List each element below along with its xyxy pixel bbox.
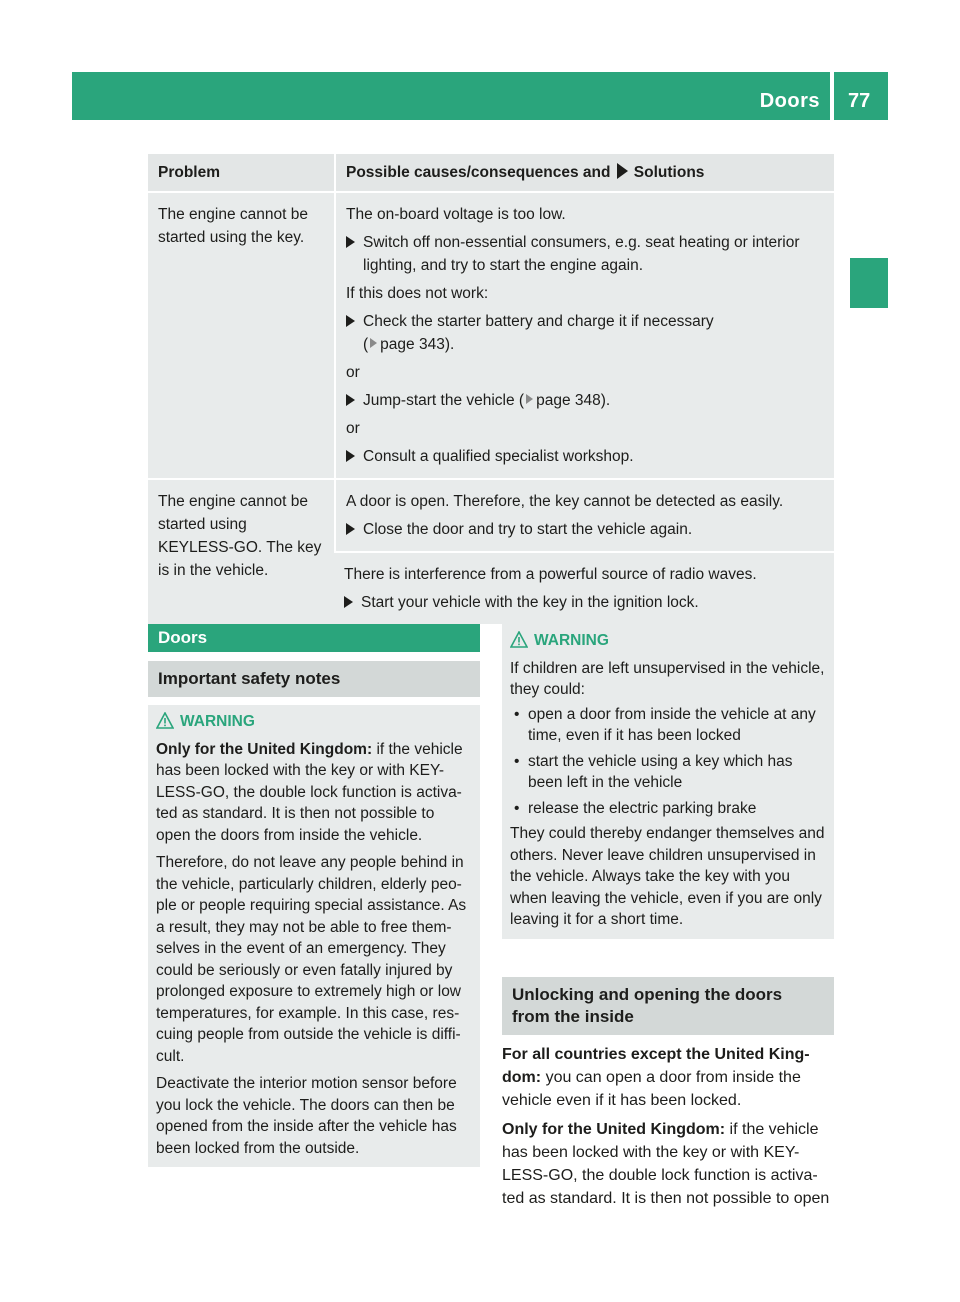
header-section-title: Doors <box>759 90 820 112</box>
body-text: you can open a door from inside the vehicle even if it has been locked. <box>502 1068 801 1109</box>
list-item <box>510 704 826 747</box>
step-item <box>344 591 824 614</box>
body-bold-lead: Only for the United Kingdom: <box>502 1120 726 1138</box>
subsection-title-unlocking: Unlocking and opening the doors from the inside <box>502 977 834 1035</box>
unlocking-body <box>502 1043 834 1210</box>
body-bold-lead: For all countries except the United King-dom: <box>502 1045 810 1086</box>
list-item-text: release the electric parking brake <box>528 799 757 817</box>
warning-triangle-icon <box>156 712 174 729</box>
table-row <box>148 191 834 478</box>
header-separator <box>830 72 834 120</box>
warning-box <box>148 705 480 1167</box>
section-title-doors: Doors <box>148 624 480 652</box>
bullet-icon: • <box>514 752 520 770</box>
column-header-solutions <box>334 154 834 191</box>
or-text: or <box>346 364 360 381</box>
warning-label: WARNING <box>180 713 255 730</box>
table-row <box>148 478 834 551</box>
list-item-text: open a door from inside the vehicle at any time, even if it has been locked <box>528 705 816 744</box>
warning-box <box>502 624 834 939</box>
list-item-text: start the vehicle using a key which has been left in the vehicle <box>528 752 793 791</box>
step-text: Check the starter battery and charge it if necessary <box>363 313 714 330</box>
action-arrow-icon <box>346 450 355 462</box>
step-item <box>346 445 824 468</box>
column-header-solutions-label: Solutions <box>633 164 705 181</box>
page-reference-icon <box>370 338 377 348</box>
warning-paragraph: Deactivate the interior motion sensor before you lock the vehicle. The doors can then be opened from the inside after the vehicle has been locked from the outside. <box>156 1075 457 1157</box>
step-item <box>346 389 824 412</box>
warning-outro: They could thereby endanger themselves and others. Never leave children unsupervised in the vehicle. Always take the key with you when leaving the vehicle, even if you are only leaving it for a short time. <box>510 825 825 928</box>
warning-paragraph <box>156 739 472 847</box>
action-arrow-icon <box>346 394 355 406</box>
problem-cell <box>148 191 334 478</box>
right-column <box>502 624 834 1216</box>
cause-text: The on-board voltage is too low. <box>346 206 566 223</box>
side-tab-marker <box>850 258 888 308</box>
bullet-icon: • <box>514 705 520 723</box>
troubleshooting-table <box>148 154 834 624</box>
action-arrow-icon <box>344 596 353 608</box>
page-reference-icon <box>526 394 533 404</box>
subsection-title-safety: Important safety notes <box>148 661 480 697</box>
list-item <box>510 798 826 820</box>
step-text: Consult a qualified specialist workshop. <box>363 448 634 465</box>
step-text: Start your vehicle with the key in the ignition lock. <box>361 594 699 611</box>
warning-triangle-icon <box>510 631 528 648</box>
action-arrow-icon <box>346 236 355 248</box>
problem-cell <box>148 478 334 624</box>
page-reference-link[interactable]: page 348). <box>536 392 611 409</box>
action-arrow-icon <box>346 315 355 327</box>
solution-cell <box>334 478 834 551</box>
warning-bold-lead: Only for the United Kingdom: <box>156 740 373 758</box>
step-text: Close the door and try to start the vehicle again. <box>363 521 693 538</box>
or-text: or <box>346 420 360 437</box>
body-paragraph <box>502 1043 834 1112</box>
list-item <box>510 751 826 794</box>
solution-cell <box>334 191 834 478</box>
problem-text: The engine cannot be started using KEYLESS-GO. The key is in the vehicle. <box>158 493 322 579</box>
cause-text: A door is open. Therefore, the key cannot be detected as easily. <box>346 493 784 510</box>
warning-label: WARNING <box>534 632 609 649</box>
warning-heading <box>510 630 826 652</box>
step-text: Jump-start the vehicle ( <box>363 392 525 409</box>
page-number: 77 <box>848 90 871 112</box>
warning-text: if the vehicle has been locked with the key or with KEY-LESS-GO, the double lock function is activa-ted as standard. It is then not possible to open the doors from inside the vehicle. <box>156 740 463 844</box>
action-arrow-icon <box>617 163 628 179</box>
column-header-problem: Problem <box>148 154 334 191</box>
warning-heading <box>156 711 472 733</box>
action-arrow-icon <box>346 523 355 535</box>
warning-paragraph: Therefore, do not leave any people behind in the vehicle, particularly children, elderly peo-ple or people requiring special assistance. As a result, they may not be able to free them-selves in the event of an emergency. They could be seriously or even fatally injured by prolonged exposure to extremely high or low temperatures, for example. In this case, res-cuing people from outside the vehicle is diffi-cult. <box>156 854 467 1065</box>
body-text: if the vehicle has been locked with the key or with KEY-LESS-GO, the double lock function is activa-ted as standard. It is then not possible to open <box>502 1120 830 1207</box>
warning-intro: If children are left unsupervised in the vehicle, they could: <box>510 659 825 698</box>
body-paragraph <box>502 1118 834 1210</box>
if-not-text: If this does not work: <box>346 285 489 302</box>
page-reference-link[interactable]: page 343). <box>380 336 455 353</box>
problem-text: The engine cannot be started using the key. <box>158 206 308 246</box>
step-item <box>346 518 824 541</box>
left-column <box>148 624 480 1167</box>
step-item: Check the starter battery and charge it if necessary ( page 343). <box>346 310 824 356</box>
column-header-text: Possible causes/consequences and <box>346 164 611 181</box>
step-text: Switch off non-essential consumers, e.g. seat heating or interior lighting, and try to start the engine again. <box>363 234 800 274</box>
solution-cell <box>334 551 834 624</box>
step-item <box>346 231 824 277</box>
cause-text: There is interference from a powerful source of radio waves. <box>344 566 757 583</box>
table-header-row <box>148 154 834 191</box>
bullet-icon: • <box>514 799 520 817</box>
